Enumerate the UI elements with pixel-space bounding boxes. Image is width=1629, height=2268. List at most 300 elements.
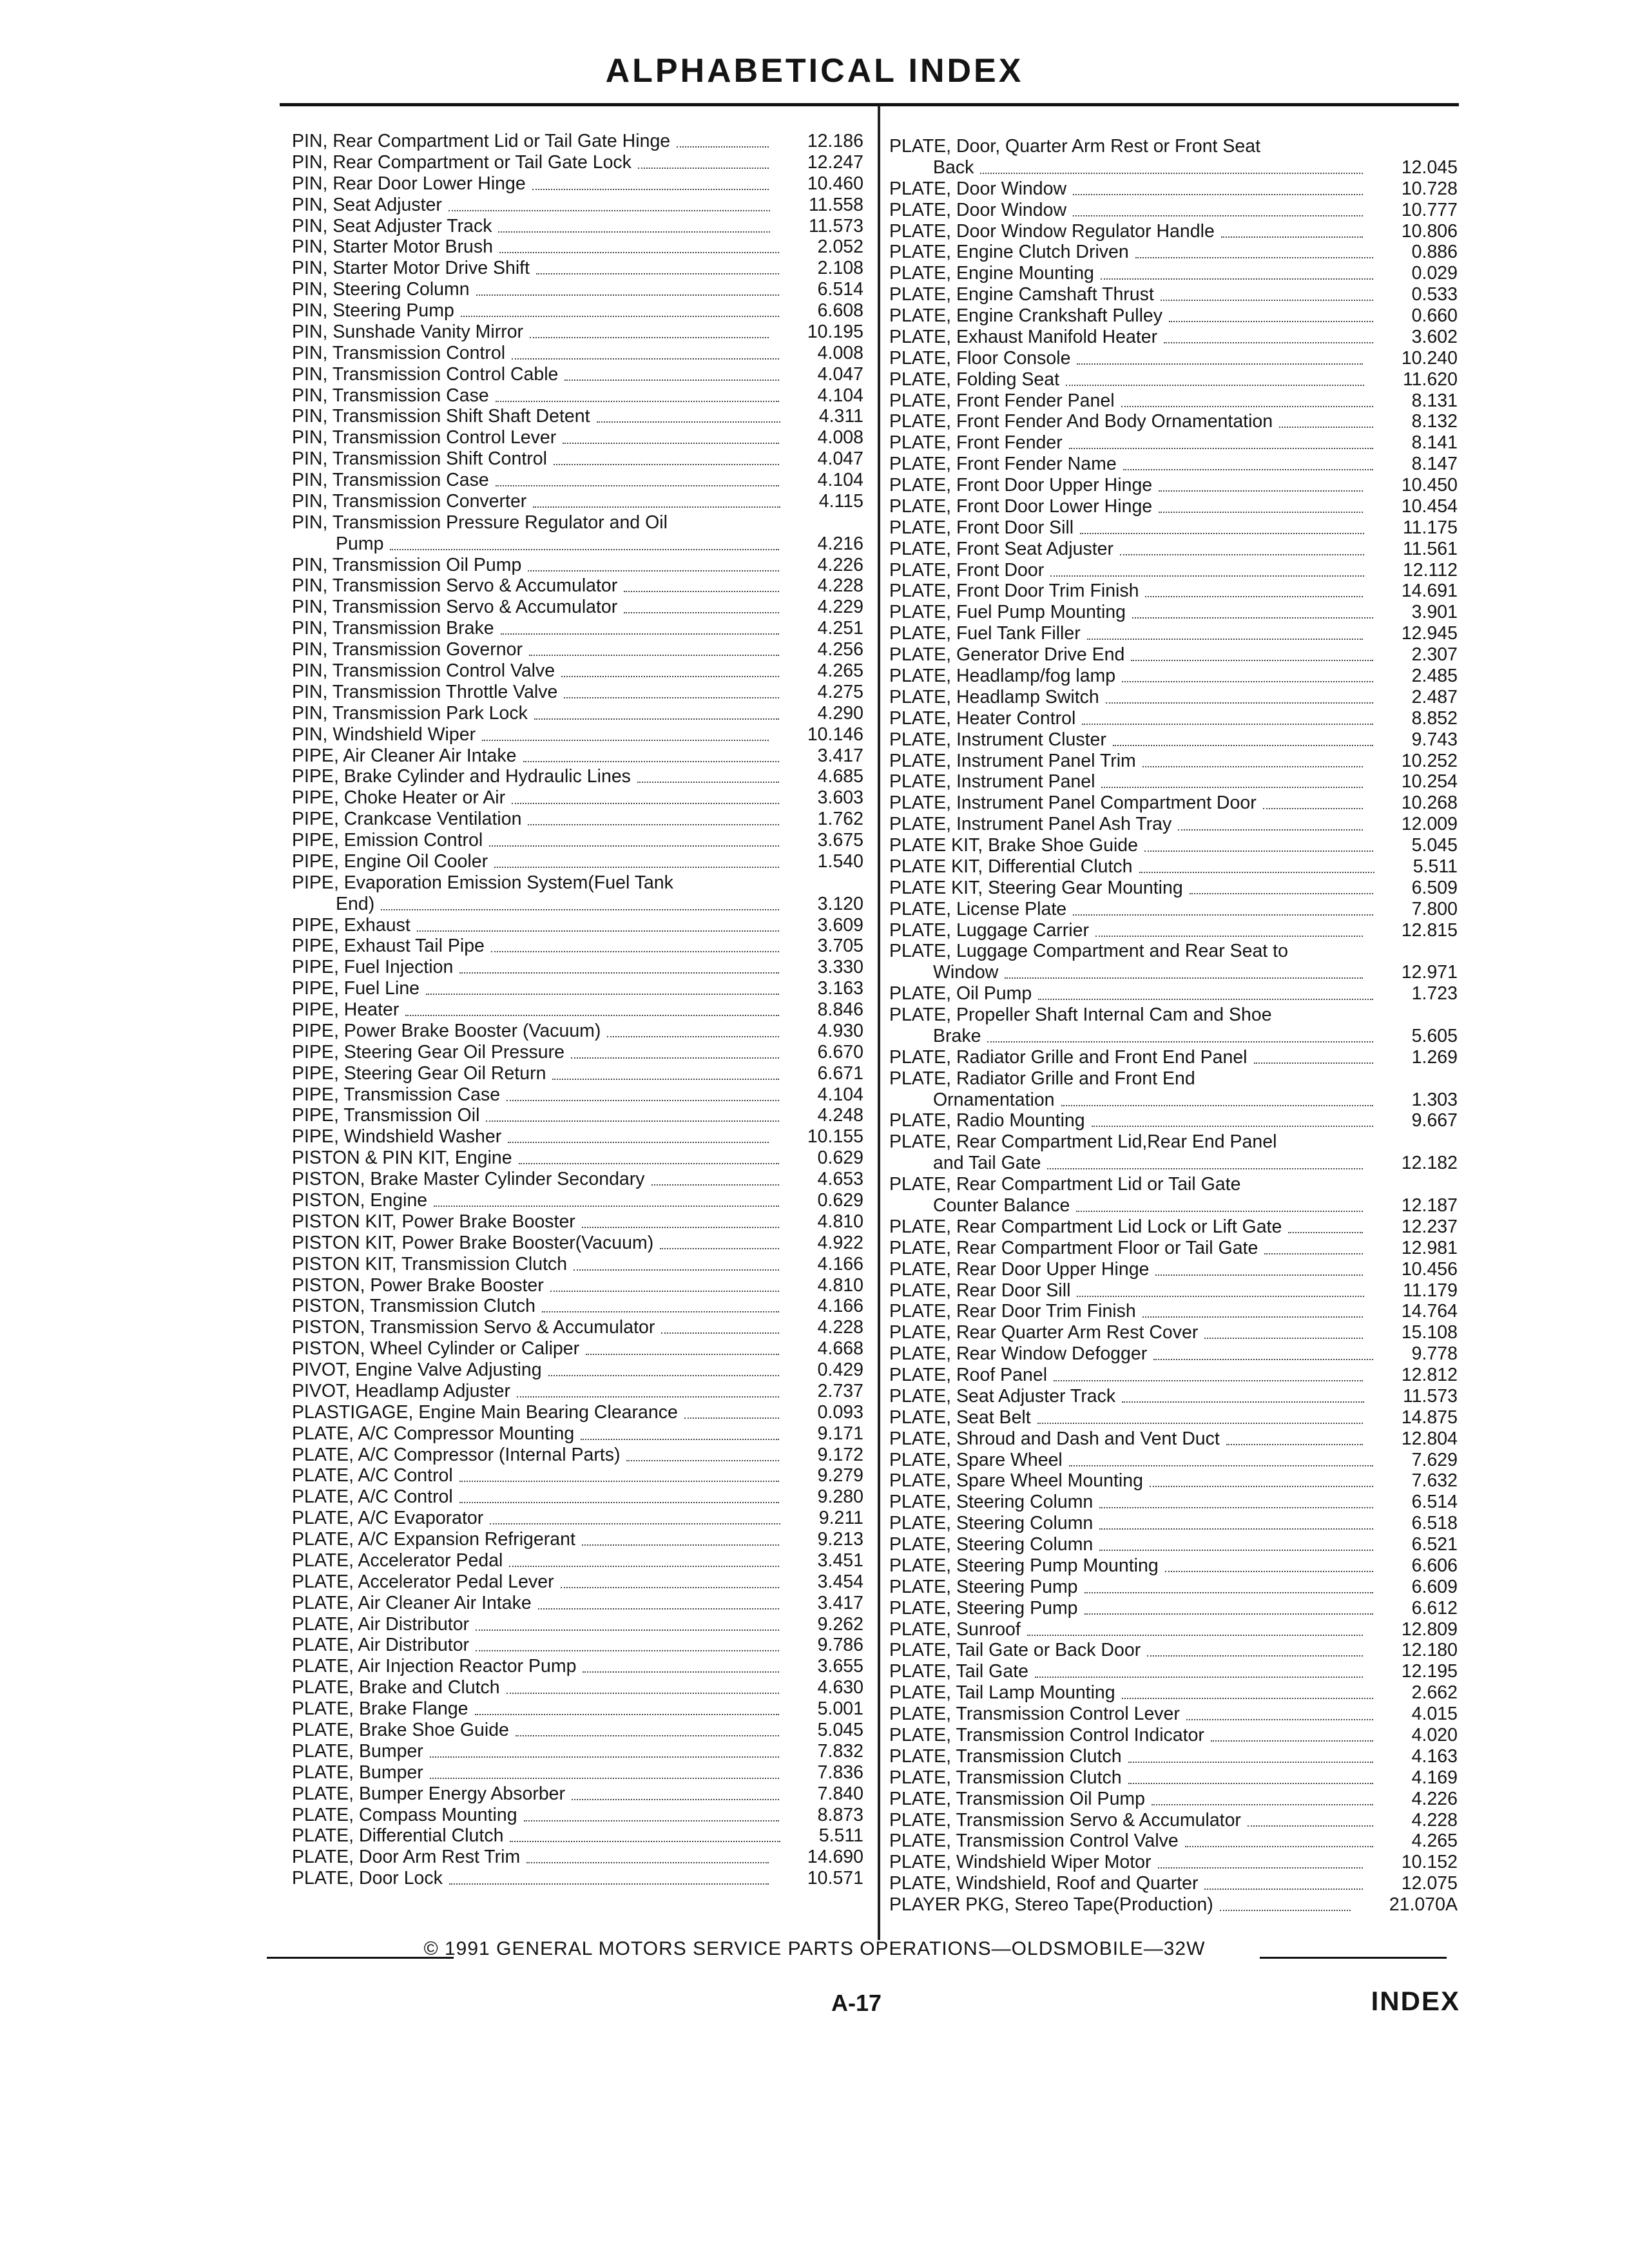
dot-leader <box>1158 1867 1363 1869</box>
dot-leader <box>430 1778 779 1779</box>
index-entry-label: PLATE, Bumper <box>292 1762 423 1783</box>
index-entry-label: PIN, Transmission Oil Pump <box>292 554 522 575</box>
index-entry-label: PIPE, Fuel Line <box>292 978 420 999</box>
dot-leader <box>561 676 779 677</box>
dot-leader <box>533 506 780 508</box>
index-entry-page-ref: 9.778 <box>1411 1343 1458 1365</box>
index-entry-label: PIPE, Heater <box>292 999 400 1021</box>
index-entry-label: PLATE, Radio Mounting <box>889 1110 1085 1131</box>
index-entry-page-ref: 14.764 <box>1401 1301 1458 1322</box>
index-entry-label: PIN, Seat Adjuster Track <box>292 215 492 236</box>
dot-leader <box>534 718 779 720</box>
index-entry-label: PIN, Rear Compartment Lid or Tail Gate Hinge <box>292 131 671 151</box>
dot-leader <box>1128 1762 1373 1763</box>
index-entry-label: PLATE, Exhaust Manifold Heater <box>889 326 1158 347</box>
index-entry-label: PLASTIGAGE, Engine Main Bearing Clearance <box>292 1401 678 1423</box>
index-entry-page-ref: 4.311 <box>818 406 863 427</box>
index-entry-label: PLATE, Tail Gate <box>889 1661 1028 1682</box>
dot-leader <box>461 316 779 317</box>
dot-leader <box>524 1820 779 1821</box>
index-entry-page-ref: 12.981 <box>1401 1237 1458 1258</box>
dot-leader <box>516 1735 779 1736</box>
dot-leader <box>523 761 779 762</box>
index-entry-label: PLATE, Steering Pump Mounting <box>889 1555 1159 1576</box>
dot-leader <box>1027 1635 1363 1636</box>
dot-leader <box>1073 194 1363 195</box>
index-entry-label: PIN, Transmission Governor <box>292 639 523 660</box>
dot-leader <box>1101 787 1362 788</box>
index-entry-page-ref: 4.810 <box>817 1274 863 1296</box>
index-entry-page-ref: 10.571 <box>807 1868 863 1889</box>
dot-leader <box>550 1291 779 1292</box>
index-entry-page-ref: 0.093 <box>817 1401 863 1423</box>
dot-leader <box>430 1756 779 1758</box>
index-entry-label: PIN, Windshield Wiper <box>292 724 476 745</box>
index-entry-page-ref: 4.047 <box>817 363 863 385</box>
index-entry-page-ref: 11.573 <box>1402 1385 1458 1407</box>
index-entry-label: PLATE, Instrument Cluster <box>889 729 1106 750</box>
index-entry-page-ref: 10.728 <box>1401 178 1458 199</box>
index-entry-label: PIN, Sunshade Vanity Mirror <box>292 321 524 342</box>
dot-leader <box>1076 1211 1363 1212</box>
index-entry-page-ref: 10.268 <box>1401 793 1458 814</box>
index-entry-label: PIPE, Fuel Injection <box>292 957 454 978</box>
index-entry-page-ref: 4.810 <box>817 1211 863 1232</box>
index-entry-label: PLATE, Front Door Lower Hinge <box>889 495 1153 517</box>
index-entry-label: PLATE, Steering Column <box>889 1492 1094 1513</box>
footer-copyright: © 1991 GENERAL MOTORS SERVICE PARTS OPERATIONS—OLDSMOBILE—32W <box>423 1938 1206 1959</box>
index-entry-page-ref: 9.172 <box>817 1444 863 1465</box>
index-entry-label: PIN, Transmission Shift Control <box>292 448 547 470</box>
index-entry-page-ref: 6.671 <box>817 1062 863 1084</box>
dot-leader <box>390 549 778 550</box>
dot-leader <box>1077 363 1362 365</box>
dot-leader <box>1204 1338 1362 1339</box>
index-entry-page-ref: 4.166 <box>817 1253 863 1274</box>
dot-leader <box>1186 1719 1373 1720</box>
dot-leader <box>1087 639 1363 640</box>
dot-leader <box>581 1439 778 1440</box>
dot-leader <box>1190 893 1373 894</box>
dot-leader <box>519 1163 779 1164</box>
index-entry-label: PLATE, Front Fender And Body Ornamentation <box>889 411 1273 432</box>
index-entry-label: PLATE, Differential Clutch <box>292 1825 504 1847</box>
index-entry-page-ref: 3.675 <box>817 830 863 851</box>
dot-leader <box>506 1100 779 1101</box>
index-entry-page-ref: 4.265 <box>1411 1831 1458 1852</box>
dot-leader <box>572 1799 779 1800</box>
index-entry-page-ref: 10.460 <box>807 173 863 194</box>
index-entry-page-ref: 12.815 <box>1401 919 1458 941</box>
footer-rule-right <box>1260 1957 1447 1959</box>
dot-leader <box>1164 342 1373 343</box>
dot-leader <box>1147 1655 1363 1657</box>
index-entry-page-ref: 8.846 <box>817 999 863 1021</box>
index-entry-page-ref: 12.812 <box>1401 1365 1458 1386</box>
dot-leader <box>476 1650 779 1651</box>
index-entry-label: PLATE, Steering Pump <box>889 1597 1078 1619</box>
index-entry-page-ref: 0.429 <box>817 1360 863 1381</box>
index-entry-page-ref: 9.279 <box>817 1465 863 1486</box>
dot-leader <box>381 909 778 910</box>
index-entry-label: PLATE, Transmission Servo & Accumulator <box>889 1809 1241 1831</box>
index-entry-label: PLATE, Door Window Regulator Handle <box>889 220 1215 242</box>
index-entry-label: PIN, Transmission Case <box>292 385 489 406</box>
index-entry-page-ref: 12.195 <box>1401 1661 1458 1682</box>
index-entry-page-ref: 7.800 <box>1411 898 1458 919</box>
index-entry-label: PLATE, Accelerator Pedal Lever <box>292 1571 554 1592</box>
dot-leader <box>1122 681 1373 682</box>
dot-leader <box>1288 1232 1363 1233</box>
index-entry-page-ref: 4.922 <box>817 1232 863 1253</box>
dot-leader <box>583 1671 778 1673</box>
index-entry-page-ref: 9.211 <box>818 1508 863 1529</box>
index-entry-label: PIVOT, Engine Valve Adjusting <box>292 1360 542 1381</box>
dot-leader <box>512 803 779 804</box>
index-entry-label: PIN, Seat Adjuster <box>292 194 442 215</box>
dot-leader <box>1145 596 1362 597</box>
dot-leader <box>449 1883 769 1885</box>
dot-leader <box>1142 766 1363 767</box>
index-entry-page-ref: 9.667 <box>1411 1110 1458 1131</box>
index-entry-page-ref: 2.487 <box>1411 686 1458 707</box>
index-entry-page-ref: 4.275 <box>817 681 863 702</box>
index-entry-label: PLATE, Door Lock <box>292 1868 443 1889</box>
dot-leader <box>1169 321 1373 322</box>
index-entry-label: PLATE, Fuel Tank Filler <box>889 623 1081 644</box>
index-entry-label: PISTON, Power Brake Booster <box>292 1274 544 1296</box>
index-entry-page-ref: 4.228 <box>1411 1809 1458 1831</box>
index-entry-label: PLATE, Air Distributor <box>292 1635 470 1656</box>
dot-leader <box>1226 1444 1363 1445</box>
index-entry-page-ref: 9.213 <box>817 1529 863 1550</box>
dot-leader <box>624 591 778 592</box>
dot-leader <box>1120 554 1364 555</box>
index-entry-page-ref: 7.632 <box>1411 1470 1458 1492</box>
dot-leader <box>459 1481 779 1482</box>
index-entry-page-ref: 4.653 <box>817 1169 863 1190</box>
index-entry-page-ref: 1.723 <box>1411 983 1458 1004</box>
dot-leader <box>1073 914 1373 916</box>
index-entry-label: PLATE KIT, Differential Clutch <box>889 856 1133 877</box>
dot-leader <box>528 824 778 825</box>
dot-leader <box>1038 999 1373 1000</box>
index-entry-label: PLATE, Luggage Carrier <box>889 919 1089 941</box>
index-entry-label: PLATE, Radiator Grille and Front End <box>889 1068 1195 1089</box>
index-entry-label: PIN, Transmission Control <box>292 342 506 363</box>
index-entry-page-ref: 12.187 <box>1401 1195 1458 1216</box>
index-entry-label: PLATE, Headlamp Switch <box>889 686 1099 707</box>
dot-leader <box>651 1184 779 1186</box>
index-entry-label: PLATE, Instrument Panel Ash Tray <box>889 814 1172 835</box>
dot-leader <box>1131 660 1373 661</box>
index-entry-page-ref: 4.104 <box>817 385 863 406</box>
dot-leader <box>1035 1677 1363 1678</box>
index-entry-page-ref: 3.705 <box>817 936 863 957</box>
index-entry-page-ref: 10.456 <box>1401 1258 1458 1280</box>
index-entry-label: PLATE, Engine Crankshaft Pulley <box>889 305 1163 327</box>
index-entry-label: PLAYER PKG, Stereo Tape(Production) <box>889 1894 1213 1916</box>
page-number: A-17 <box>831 1990 882 2016</box>
dot-leader <box>1264 1253 1363 1254</box>
index-entry-label: PLATE, Door Window <box>889 178 1067 199</box>
index-entry-page-ref: 4.290 <box>817 702 863 724</box>
dot-leader <box>1106 702 1373 704</box>
index-entry-label: PISTON KIT, Transmission Clutch <box>292 1253 568 1274</box>
index-entry-label: PLATE, Steering Column <box>889 1534 1094 1555</box>
index-entry-label: PLATE, Radiator Grille and Front End Panel <box>889 1046 1248 1068</box>
index-entry-page-ref: 4.685 <box>817 766 863 787</box>
index-entry-label: PIN, Steering Column <box>292 279 470 300</box>
index-entry-label: PLATE, Bumper <box>292 1740 423 1762</box>
index-entry-label: PLATE, Door Window <box>889 199 1067 220</box>
dot-leader <box>510 1841 780 1842</box>
dot-leader <box>499 252 779 253</box>
index-entry-label: PLATE, Rear Compartment Lid Lock or Lift Gate <box>889 1216 1282 1237</box>
index-entry-label: PLATE, Oil Pump <box>889 983 1032 1004</box>
index-entry-label-continued: Ornamentation <box>933 1089 1055 1110</box>
dot-leader <box>405 1015 778 1016</box>
index-entry-page-ref: 6.606 <box>1411 1555 1458 1576</box>
index-entry-label: PLATE, Generator Drive End <box>889 644 1125 666</box>
index-entry-page-ref: 0.886 <box>1411 242 1458 263</box>
dot-leader <box>624 612 778 613</box>
index-entry-page-ref: 0.629 <box>817 1190 863 1211</box>
index-entry-label: PLATE, Engine Clutch Driven <box>889 242 1129 263</box>
index-entry-page-ref: 6.521 <box>1411 1534 1458 1555</box>
dot-leader <box>1142 1316 1363 1318</box>
dot-leader <box>574 1269 779 1271</box>
index-entry-label: PIN, Transmission Pressure Regulator and Oil <box>292 512 668 533</box>
index-entry-page-ref: 4.226 <box>1411 1788 1458 1809</box>
index-entry-label: PLATE, A/C Expansion Refrigerant <box>292 1529 575 1550</box>
index-entry-label-continued: Window <box>933 962 999 983</box>
dot-leader <box>1082 724 1373 725</box>
dot-leader <box>475 1714 779 1715</box>
index-entry-label: PLATE, Brake Flange <box>292 1698 468 1720</box>
dot-leader <box>1263 808 1363 809</box>
index-entry-label: PLATE, Front Door <box>889 559 1045 581</box>
index-entry-page-ref: 4.015 <box>1411 1704 1458 1725</box>
index-entry-page-ref: 10.806 <box>1401 220 1458 242</box>
index-entry-page-ref: 4.216 <box>817 533 863 554</box>
dot-leader <box>1095 936 1363 937</box>
index-entry-label: PIN, Transmission Control Cable <box>292 363 559 385</box>
index-entry-page-ref: 4.163 <box>1411 1745 1458 1767</box>
index-entry-page-ref: 4.226 <box>817 554 863 575</box>
index-entry-label: PISTON, Brake Master Cylinder Secondary <box>292 1169 645 1190</box>
dot-leader <box>660 1248 778 1249</box>
index-entry-label-continued: and Tail Gate <box>933 1153 1041 1174</box>
index-entry-page-ref: 8.147 <box>1411 454 1458 475</box>
index-entry-label: PLATE KIT, Steering Gear Mounting <box>889 877 1183 898</box>
index-entry-label: PLATE, A/C Evaporator <box>292 1508 484 1529</box>
dot-leader <box>1069 448 1373 449</box>
dot-leader <box>417 930 779 932</box>
dot-leader <box>1005 977 1362 979</box>
index-entry-page-ref: 12.045 <box>1401 157 1458 178</box>
dot-leader <box>1132 617 1373 619</box>
dot-leader <box>1123 469 1373 470</box>
index-entry-page-ref: 12.247 <box>807 151 863 173</box>
index-entry-label: PLATE, Steering Column <box>889 1513 1094 1534</box>
index-entry-label: PIPE, Choke Heater or Air <box>292 787 506 809</box>
index-entry-label: PLATE, Transmission Control Lever <box>889 1704 1180 1725</box>
index-entry-page-ref: 6.670 <box>817 1041 863 1062</box>
index-entry-page-ref: 0.533 <box>1411 284 1458 305</box>
index-entry-page-ref: 10.254 <box>1401 771 1458 793</box>
dot-leader <box>1211 1740 1373 1742</box>
dot-leader <box>661 1332 778 1334</box>
dot-leader <box>1101 278 1373 280</box>
dot-leader <box>1204 1888 1362 1890</box>
index-entry-label: PLATE, Transmission Oil Pump <box>889 1788 1146 1809</box>
index-entry-label: PISTON, Wheel Cylinder or Caliper <box>292 1338 580 1360</box>
index-entry-label: PLATE KIT, Brake Shoe Guide <box>889 835 1139 856</box>
index-entry-page-ref: 4.008 <box>817 342 863 363</box>
dot-leader <box>1155 1274 1362 1276</box>
index-entry-page-ref: 4.169 <box>1411 1767 1458 1788</box>
index-entry-label: PIPE, Power Brake Booster (Vacuum) <box>292 1020 601 1041</box>
dot-leader <box>1084 1592 1373 1593</box>
index-entry-label: PIN, Rear Door Lower Hinge <box>292 173 526 194</box>
index-entry-label: PLATE, Transmission Control Valve <box>889 1831 1179 1852</box>
index-entry-label: PIN, Transmission Case <box>292 470 489 491</box>
dot-leader <box>528 570 778 572</box>
index-entry-label: PLATE, Windshield, Roof and Quarter <box>889 1873 1199 1894</box>
dot-leader <box>1128 1783 1373 1784</box>
dot-leader <box>1161 300 1373 301</box>
header-rule <box>280 103 1459 106</box>
index-entry-page-ref: 0.660 <box>1411 305 1458 327</box>
index-entry-label: PIPE, Engine Oil Cooler <box>292 850 488 872</box>
index-entry-page-ref: 3.417 <box>817 745 863 766</box>
index-entry-label: PIN, Transmission Servo & Accumulator <box>292 575 618 597</box>
index-entry-label: PLATE, Front Fender Panel <box>889 390 1115 411</box>
index-entry-label: PLATE, Folding Seat <box>889 369 1060 390</box>
dot-leader <box>1037 1423 1363 1424</box>
index-entry-label: PIN, Steering Pump <box>292 300 454 322</box>
dot-leader <box>476 294 779 296</box>
index-entry-page-ref: 6.608 <box>817 300 863 322</box>
index-entry-page-ref: 8.852 <box>1411 707 1458 729</box>
index-entry-label: PIPE, Brake Cylinder and Hydraulic Lines <box>292 766 631 787</box>
dot-leader <box>1153 1359 1373 1360</box>
page-title: ALPHABETICAL INDEX <box>605 52 1024 90</box>
index-entry-label: PLATE, Air Injection Reactor Pump <box>292 1656 577 1677</box>
index-entry-label: PIN, Transmission Throttle Valve <box>292 681 558 702</box>
dot-leader <box>582 1544 779 1546</box>
index-entry-page-ref: 10.454 <box>1401 495 1458 517</box>
dot-leader <box>517 1396 779 1398</box>
dot-leader <box>552 1079 778 1080</box>
dot-leader <box>459 1502 779 1503</box>
dot-leader <box>1221 236 1363 238</box>
dot-leader <box>637 782 779 783</box>
index-entry-label: PLATE, Instrument Panel Compartment Door <box>889 793 1257 814</box>
dot-leader <box>1092 1126 1373 1127</box>
index-entry-page-ref: 4.668 <box>817 1338 863 1360</box>
index-entry-page-ref: 4.228 <box>817 575 863 597</box>
index-entry-page-ref: 5.001 <box>817 1698 863 1720</box>
index-entry-label: PLATE, Front Fender Name <box>889 454 1117 475</box>
index-entry-page-ref: 4.047 <box>817 448 863 470</box>
index-entry-page-ref: 3.120 <box>817 893 863 914</box>
index-entry-page-ref: 14.691 <box>1401 581 1458 602</box>
dot-leader <box>638 168 769 169</box>
index-entry-label: PLATE, Rear Door Trim Finish <box>889 1301 1136 1322</box>
index-entry-page-ref: 12.075 <box>1401 1873 1458 1894</box>
dot-leader <box>1135 257 1373 258</box>
index-entry-label: PLATE, Seat Belt <box>889 1407 1031 1428</box>
index-entry-label: PLATE, A/C Control <box>292 1465 453 1486</box>
index-entry-page-ref: 4.228 <box>817 1317 863 1338</box>
index-entry-page-ref: 4.256 <box>817 639 863 660</box>
index-entry-page-ref: 4.630 <box>817 1677 863 1698</box>
dot-leader <box>1122 1698 1373 1699</box>
index-entry-page-ref: 10.195 <box>807 321 863 342</box>
dot-leader <box>548 1375 779 1376</box>
index-entry-page-ref: 11.573 <box>808 215 863 236</box>
index-entry-page-ref: 6.514 <box>1411 1492 1458 1513</box>
dot-leader <box>684 1418 779 1419</box>
index-entry-page-ref: 10.152 <box>1401 1852 1458 1873</box>
dot-leader <box>532 189 769 190</box>
dot-leader <box>508 1142 769 1143</box>
dot-leader <box>561 1587 779 1588</box>
dot-leader <box>626 1460 778 1461</box>
index-entry-label: PLATE, Air Distributor <box>292 1613 470 1635</box>
index-entry-page-ref: 14.690 <box>807 1847 863 1868</box>
section-label: INDEX <box>1371 1986 1460 2016</box>
dot-leader <box>1159 512 1363 513</box>
index-entry-page-ref: 8.873 <box>817 1804 863 1825</box>
index-entry-page-ref: 10.450 <box>1401 475 1458 496</box>
index-entry-page-ref: 21.070A <box>1389 1894 1458 1916</box>
index-entry-label-continued: Back <box>933 157 974 178</box>
index-entry-label: PISTON, Engine <box>292 1190 428 1211</box>
index-entry-page-ref: 15.108 <box>1401 1322 1458 1343</box>
dot-leader <box>482 740 769 741</box>
index-entry-label: PLATE, Spare Wheel Mounting <box>889 1470 1143 1492</box>
index-entry-label: PLATE, Rear Door Sill <box>889 1280 1071 1301</box>
index-entry-page-ref: 3.330 <box>817 957 863 978</box>
index-entry-label: PISTON KIT, Power Brake Booster <box>292 1211 575 1232</box>
index-entry-page-ref: 12.112 <box>1402 559 1458 581</box>
index-entry-page-ref: 3.163 <box>817 978 863 999</box>
index-entry-label: PLATE, Transmission Clutch <box>889 1745 1122 1767</box>
dot-leader <box>529 655 779 656</box>
dot-leader <box>496 485 779 486</box>
index-entry-page-ref: 6.514 <box>817 279 863 300</box>
dot-leader <box>554 464 779 465</box>
index-entry-label: PLATE, Front Seat Adjuster <box>889 538 1113 559</box>
dot-leader <box>1054 1380 1363 1381</box>
index-entry-label: PIN, Starter Motor Brush <box>292 236 494 258</box>
dot-leader <box>1139 872 1374 873</box>
index-entry-page-ref: 4.020 <box>1411 1725 1458 1745</box>
index-entry-label: PIN, Transmission Control Valve <box>292 660 555 681</box>
index-entry-page-ref: 4.248 <box>817 1105 863 1126</box>
index-entry-label: PIVOT, Headlamp Adjuster <box>292 1380 510 1401</box>
index-entry-page-ref: 9.743 <box>1411 729 1458 750</box>
index-entry-page-ref: 4.104 <box>817 470 863 491</box>
dot-leader <box>1077 1296 1364 1297</box>
index-entry-label-continued: Counter Balance <box>933 1195 1070 1216</box>
index-entry-page-ref: 11.620 <box>1402 369 1458 390</box>
index-entry-label: PISTON & PIN KIT, Engine <box>292 1148 512 1169</box>
index-entry-label: PIN, Transmission Converter <box>292 490 527 512</box>
